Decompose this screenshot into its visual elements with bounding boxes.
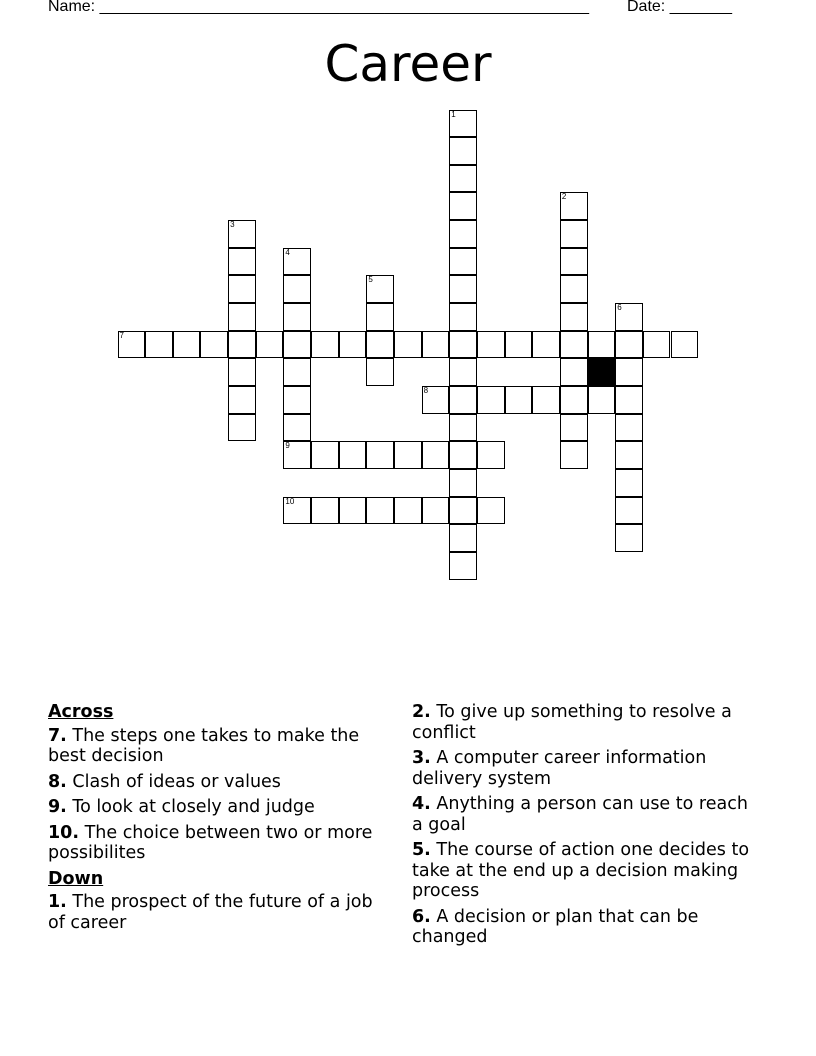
crossword-cell[interactable] xyxy=(339,441,367,469)
clue-number: 7. xyxy=(48,725,67,746)
crossword-cell[interactable] xyxy=(228,331,256,359)
crossword-cell[interactable] xyxy=(449,110,477,138)
across-heading: Across xyxy=(48,702,114,722)
crossword-cell[interactable] xyxy=(615,358,643,386)
crossword-cell[interactable] xyxy=(560,248,588,276)
crossword-cell[interactable] xyxy=(560,414,588,442)
crossword-cell[interactable] xyxy=(560,220,588,248)
crossword-cell[interactable] xyxy=(449,137,477,165)
cell-number: 7 xyxy=(119,330,124,340)
crossword-cell[interactable] xyxy=(560,441,588,469)
cell-number: 9 xyxy=(285,441,290,451)
page-title: Career xyxy=(324,35,492,93)
crossword-cell[interactable] xyxy=(449,248,477,276)
date-field: Date: _______ xyxy=(627,0,732,15)
crossword-cell[interactable] xyxy=(283,441,311,469)
clue-number: 4. xyxy=(412,794,431,814)
crossword-cell[interactable] xyxy=(449,358,477,386)
crossword-cell[interactable] xyxy=(449,192,477,220)
crossword-cell[interactable] xyxy=(449,165,477,193)
crossword-cell[interactable] xyxy=(449,386,477,414)
crossword-cell[interactable] xyxy=(615,386,643,414)
crossword-cell[interactable] xyxy=(449,469,477,497)
crossword-cell[interactable] xyxy=(532,386,560,414)
crossword-cell[interactable] xyxy=(532,331,560,359)
crossword-cell[interactable] xyxy=(671,331,699,359)
name-field: Name: _______________________________________________________ xyxy=(48,0,589,15)
crossword-cell[interactable] xyxy=(228,414,256,442)
crossword-cell[interactable] xyxy=(449,441,477,469)
crossword-cell[interactable] xyxy=(449,552,477,580)
crossword-cell[interactable] xyxy=(283,248,311,276)
clue-text: To look at closely and judge xyxy=(66,797,315,817)
clue-number: 10. xyxy=(48,822,80,843)
crossword-cell[interactable] xyxy=(615,497,643,525)
crossword-cell[interactable] xyxy=(560,192,588,220)
crossword-cell[interactable] xyxy=(449,275,477,303)
crossword-cell[interactable] xyxy=(449,524,477,552)
crossword-cell[interactable] xyxy=(449,331,477,359)
crossword-cell[interactable] xyxy=(560,303,588,331)
across-clue-8 xyxy=(48,772,388,793)
cell-number: 10 xyxy=(285,496,295,506)
down-clue-4 xyxy=(412,794,762,835)
crossword-cell[interactable] xyxy=(505,386,533,414)
crossword-block xyxy=(588,358,616,386)
crossword-cell[interactable] xyxy=(449,497,477,525)
crossword-cell[interactable] xyxy=(615,331,643,359)
clue-text: The choice between two or more possibilites xyxy=(48,822,373,863)
clue-number: 8. xyxy=(48,771,67,792)
crossword-cell[interactable] xyxy=(615,303,643,331)
crossword-cell[interactable] xyxy=(283,331,311,359)
clue-text: The prospect of the future of a job of career xyxy=(48,892,373,933)
crossword-cell[interactable] xyxy=(588,386,616,414)
crossword-cell[interactable] xyxy=(339,497,367,525)
crossword-cell[interactable] xyxy=(366,358,394,386)
crossword-cell[interactable] xyxy=(228,275,256,303)
crossword-cell[interactable] xyxy=(283,303,311,331)
crossword-cell[interactable] xyxy=(394,441,422,469)
crossword-cell[interactable] xyxy=(283,497,311,525)
crossword-cell[interactable] xyxy=(283,386,311,414)
clue-text: A computer career information delivery system xyxy=(412,748,707,789)
crossword-cell[interactable] xyxy=(311,497,339,525)
crossword-cell[interactable] xyxy=(422,331,450,359)
crossword-cell[interactable] xyxy=(228,358,256,386)
down-clue-6 xyxy=(412,907,762,948)
crossword-cell[interactable] xyxy=(228,303,256,331)
crossword-cell[interactable] xyxy=(118,331,146,359)
crossword-cell[interactable] xyxy=(422,497,450,525)
crossword-cell[interactable] xyxy=(560,386,588,414)
across-clue-9 xyxy=(48,797,388,818)
cell-number: 4 xyxy=(285,247,290,257)
crossword-cell[interactable] xyxy=(366,303,394,331)
clue-number: 2. xyxy=(412,702,431,722)
crossword-cell[interactable] xyxy=(449,414,477,442)
across-clue-10 xyxy=(48,823,388,864)
crossword-cell[interactable] xyxy=(366,331,394,359)
crossword-cell[interactable] xyxy=(615,469,643,497)
clue-text: To give up something to resolve a conflict xyxy=(412,702,732,743)
down-clue-5 xyxy=(412,840,762,902)
crossword-cell[interactable] xyxy=(615,414,643,442)
down-heading: Down xyxy=(48,868,104,889)
crossword-cell[interactable] xyxy=(588,331,616,359)
crossword-cell[interactable] xyxy=(449,220,477,248)
crossword-cell[interactable] xyxy=(394,497,422,525)
crossword-cell[interactable] xyxy=(477,331,505,359)
clue-number: 3. xyxy=(412,748,431,768)
crossword-cell[interactable] xyxy=(560,331,588,359)
clue-text: Anything a person can use to reach a goal xyxy=(412,794,748,835)
clue-text: The steps one takes to make the best decision xyxy=(48,725,360,766)
clue-number: 1. xyxy=(48,892,67,912)
crossword-cell[interactable] xyxy=(643,331,671,359)
crossword-cell[interactable] xyxy=(449,303,477,331)
crossword-cell[interactable] xyxy=(283,358,311,386)
down-clue-1 xyxy=(48,892,388,933)
cell-number: 6 xyxy=(617,303,622,313)
crossword-cell[interactable] xyxy=(311,331,339,359)
crossword-cell[interactable] xyxy=(560,275,588,303)
crossword-cell[interactable] xyxy=(256,331,284,359)
crossword-cell[interactable] xyxy=(505,331,533,359)
cell-number: 8 xyxy=(423,386,429,395)
cell-number: 5 xyxy=(368,275,373,285)
crossword-cell[interactable] xyxy=(200,331,228,359)
across-clue-7 xyxy=(48,726,388,767)
crossword-cell[interactable] xyxy=(366,275,394,303)
crossword-cell[interactable] xyxy=(228,220,256,248)
clues-right-column xyxy=(412,702,762,953)
crossword-cell[interactable] xyxy=(339,331,367,359)
crossword-cell[interactable] xyxy=(422,386,450,414)
clue-number: 5. xyxy=(412,840,431,860)
cell-number: 1 xyxy=(451,109,456,119)
down-clue-3 xyxy=(412,748,762,789)
crossword-cell[interactable] xyxy=(615,524,643,552)
crossword-cell[interactable] xyxy=(228,248,256,276)
crossword-cell[interactable] xyxy=(173,331,201,359)
crossword-cell[interactable] xyxy=(283,275,311,303)
clues-left-column xyxy=(48,702,388,938)
crossword-cell[interactable] xyxy=(477,441,505,469)
clue-text: A decision or plan that can be changed xyxy=(412,906,699,947)
clue-text: The course of action one decides to take at the end up a decision making process xyxy=(412,840,750,901)
crossword-cell[interactable] xyxy=(283,414,311,442)
crossword-cell[interactable] xyxy=(422,441,450,469)
cell-number: 3 xyxy=(230,220,235,230)
crossword-cell[interactable] xyxy=(366,497,394,525)
crossword-cell[interactable] xyxy=(366,441,394,469)
crossword-cell[interactable] xyxy=(394,331,422,359)
cell-number: 2 xyxy=(561,192,567,202)
clue-number: 6. xyxy=(412,906,431,927)
crossword-cell[interactable] xyxy=(145,331,173,359)
crossword-cell[interactable] xyxy=(477,386,505,414)
crossword-cell[interactable] xyxy=(228,386,256,414)
crossword-cell[interactable] xyxy=(311,441,339,469)
crossword-cell[interactable] xyxy=(477,497,505,525)
clue-number: 9. xyxy=(48,797,67,817)
crossword-cell[interactable] xyxy=(615,441,643,469)
down-clue-2 xyxy=(412,702,762,743)
clue-text: Clash of ideas or values xyxy=(66,771,281,792)
crossword-cell[interactable] xyxy=(560,358,588,386)
